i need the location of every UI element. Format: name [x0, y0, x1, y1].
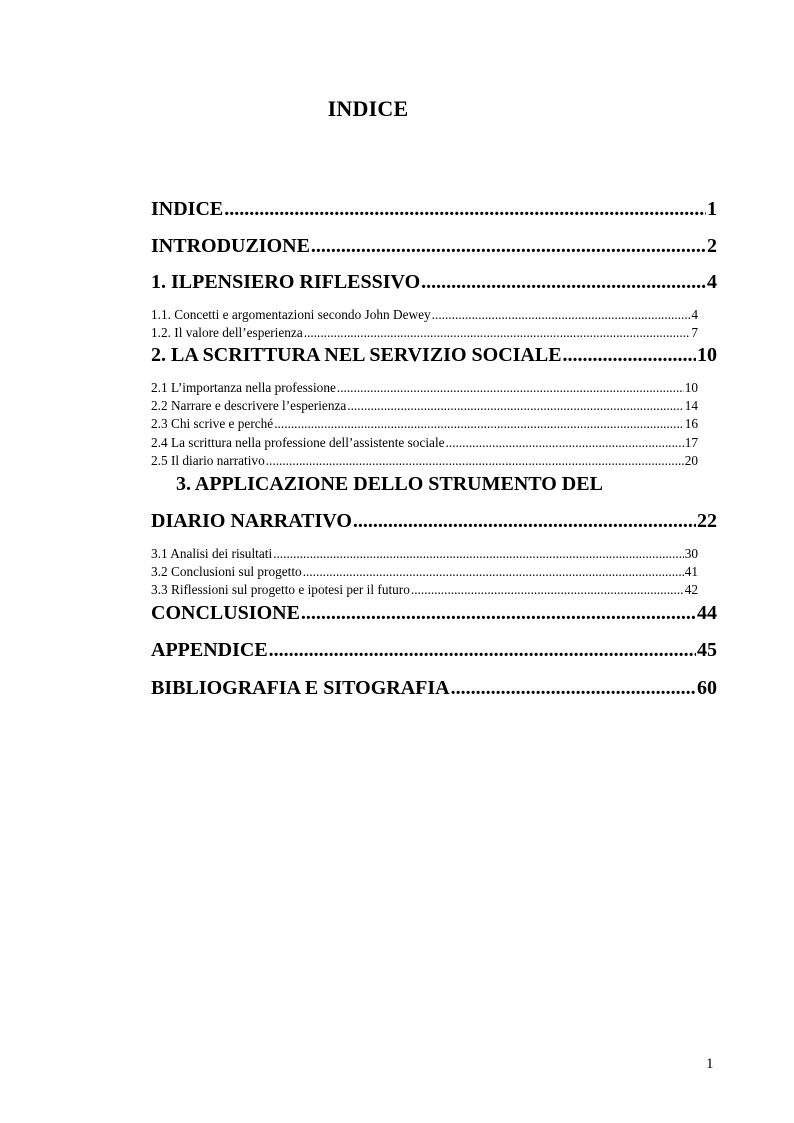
toc-entry-label: 3.2 Conclusioni sul progetto [151, 564, 302, 579]
toc-entry-chapter-3-title[interactable]: 3. APPLICAZIONE DELLO STRUMENTO DEL [176, 473, 603, 495]
dot-leader [224, 196, 706, 222]
toc-entry-label: 1.1. Concetti e argomentazioni secondo John Dewey [151, 307, 431, 322]
toc-entry-page: 60 [697, 677, 717, 699]
toc-entry-page: 14 [684, 398, 698, 413]
dot-leader [273, 545, 684, 563]
dot-leader [337, 379, 684, 397]
dot-leader [451, 675, 696, 701]
toc-entry-bibliografia[interactable] [151, 675, 717, 701]
toc-entry-conclusione[interactable] [151, 600, 717, 626]
toc-entry-page: 20 [684, 453, 698, 468]
dot-leader [347, 397, 683, 415]
toc-entry-label: 3.3 Riflessioni sul progetto e ipotesi per il futuro [151, 582, 410, 597]
dot-leader [421, 269, 706, 295]
toc-entry-page: 2 [707, 235, 717, 257]
toc-entry-label: 2. LA SCRITTURA NEL SERVIZIO SOCIALE [151, 344, 562, 366]
dot-leader [446, 434, 684, 452]
dot-leader [266, 452, 684, 470]
toc-entry-page: 22 [697, 510, 717, 532]
toc-entry-page: 44 [697, 602, 717, 624]
toc-entry-label: 2.2 Narrare e descrivere l’esperienza [151, 398, 347, 413]
dot-leader [304, 324, 691, 342]
toc-entry-section-2-1[interactable] [151, 379, 698, 397]
toc-entry-page: 16 [684, 416, 698, 431]
dot-leader [269, 637, 696, 663]
toc-entry-section-3-1[interactable] [151, 545, 698, 563]
toc-entry-indice[interactable] [151, 196, 717, 222]
toc-entry-section-3-2[interactable] [151, 563, 698, 581]
toc-entry-page: 17 [684, 435, 698, 450]
page-title: INDICE [327, 96, 409, 121]
dot-leader [353, 508, 696, 534]
toc-entry-label: DIARIO NARRATIVO [151, 510, 352, 532]
toc-entry-label: 2.1 L’importanza nella professione [151, 380, 336, 395]
toc-entry-label: BIBLIOGRAFIA E SITOGRAFIA [151, 677, 450, 699]
toc-entry-section-2-4[interactable] [151, 434, 698, 452]
toc-entry-label: INDICE [151, 198, 224, 220]
toc-entry-section-2-2[interactable] [151, 397, 698, 415]
toc-entry-section-2-3[interactable] [151, 415, 698, 433]
dot-leader [303, 563, 684, 581]
toc-entry-section-1-1[interactable] [151, 306, 698, 324]
toc-entry-label: CONCLUSIONE [151, 602, 300, 624]
toc-entry-label: APPENDICE [151, 639, 268, 661]
page-number: 1 [706, 1056, 714, 1072]
toc-entry-page: 10 [684, 380, 698, 395]
toc-entry-chapter-3[interactable] [151, 508, 717, 534]
toc-entry-chapter-1[interactable] [151, 269, 717, 295]
toc-entry-introduzione[interactable] [151, 233, 717, 259]
toc-entry-label: 2.4 La scrittura nella professione dell’assistente sociale [151, 435, 445, 450]
toc-entry-label: 1.2. Il valore dell’esperienza [151, 325, 303, 340]
toc-entry-page: 7 [691, 325, 698, 340]
toc-entry-page: 4 [691, 307, 698, 322]
toc-entry-page: 4 [707, 271, 717, 293]
toc-entry-label: 2.3 Chi scrive e perché [151, 416, 274, 431]
toc-entry-label: INTRODUZIONE [151, 235, 310, 257]
toc-entry-page: 10 [697, 344, 717, 366]
dot-leader [274, 415, 683, 433]
toc-entry-appendice[interactable] [151, 637, 717, 663]
toc-entry-section-1-2[interactable] [151, 324, 698, 342]
toc-entry-page: 1 [707, 198, 717, 220]
dot-leader [563, 342, 696, 368]
dot-leader [311, 233, 706, 259]
toc-entry-page: 42 [684, 582, 698, 597]
toc-entry-label: 2.5 Il diario narrativo [151, 453, 265, 468]
dot-leader [432, 306, 691, 324]
toc-entry-chapter-2[interactable] [151, 342, 717, 368]
toc-entry-section-3-3[interactable] [151, 581, 698, 599]
toc-entry-label: 3.1 Analisi dei risultati [151, 546, 273, 561]
toc-entry-section-2-5[interactable] [151, 452, 698, 470]
toc-entry-page: 30 [684, 546, 698, 561]
toc-entry-page: 45 [697, 639, 717, 661]
toc-entry-label: 1. ILPENSIERO RIFLESSIVO [151, 271, 421, 293]
toc-entry-page: 41 [684, 564, 698, 579]
dot-leader [301, 600, 696, 626]
dot-leader [411, 581, 684, 599]
